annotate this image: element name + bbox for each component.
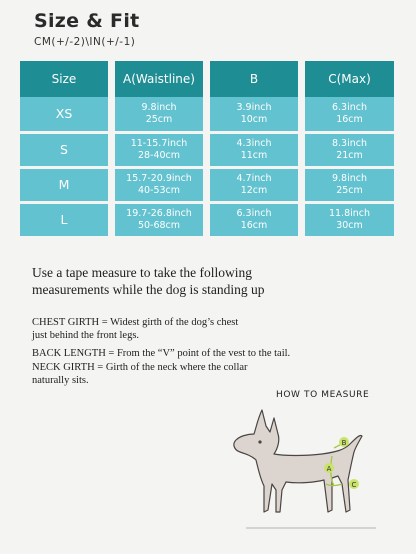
marker-a-label: A <box>326 465 332 473</box>
size-cell-xs <box>20 97 108 131</box>
marker-c <box>349 479 359 489</box>
size-cell-s <box>20 134 108 166</box>
inch-value: 19.7-26.8inch <box>126 208 192 220</box>
chest-girth-definition <box>32 316 332 342</box>
tolerance-note: CM(+/-2)\IN(+/-1) <box>34 36 136 48</box>
cm-value: 10cm <box>240 114 268 125</box>
header-cell-size <box>20 61 108 97</box>
definition-line: BACK LENGTH = From the “V” point of the vest to the tail. <box>32 348 291 359</box>
how-to-measure-label: HOW TO MEASURE <box>276 390 370 400</box>
intro-line: measurements while the dog is standing up <box>32 282 265 297</box>
cm-value: 50-68cm <box>137 220 181 231</box>
header-label-a: A(Waistline) <box>123 72 195 86</box>
cm-value: 16cm <box>336 114 363 125</box>
table-cell <box>305 134 394 166</box>
inch-value: 4.3inch <box>236 138 272 150</box>
inch-value: 9.8inch <box>331 173 367 185</box>
cm-value: 28-40cm <box>137 150 181 161</box>
neck-girth-definition <box>32 361 332 387</box>
size-label: M <box>58 177 70 193</box>
header-label-b: B <box>249 72 259 86</box>
definition-line: CHEST GIRTH = Widest girth of the dog’s chest <box>32 317 239 328</box>
dog-silhouette <box>234 410 362 512</box>
header-cell-c <box>305 61 394 97</box>
size-cell-m <box>20 169 108 201</box>
cm-value: 11cm <box>240 150 268 161</box>
cm-value: 25cm <box>145 114 173 125</box>
header-label-size: Size <box>51 72 77 86</box>
table-cell <box>115 97 203 131</box>
table-cell <box>210 134 298 166</box>
header-cell-b <box>210 61 298 97</box>
inch-value: 4.7inch <box>236 173 272 185</box>
marker-b-label: B <box>341 439 347 447</box>
dog-measurement-diagram <box>226 398 386 536</box>
marker-c-label: C <box>351 481 357 489</box>
table-cell <box>210 97 298 131</box>
cm-value: 21cm <box>336 150 363 161</box>
definition-line: just behind the front legs. <box>32 330 140 341</box>
inch-value: 11.8inch <box>328 208 371 220</box>
marker-b <box>339 437 349 447</box>
inch-value: 3.9inch <box>236 102 272 114</box>
dog-eye <box>258 440 261 443</box>
measure-instructions <box>32 264 392 298</box>
header-label-c: C(Max) <box>328 72 371 86</box>
size-label: XS <box>55 106 73 122</box>
size-label: L <box>60 212 68 228</box>
cm-value: 16cm <box>240 220 268 231</box>
inch-value: 6.3inch <box>236 208 272 220</box>
header-cell-a <box>115 61 203 97</box>
inch-value: 11-15.7inch <box>130 138 188 150</box>
table-cell <box>115 134 203 166</box>
inch-value: 6.3inch <box>331 102 367 114</box>
table-cell <box>305 97 394 131</box>
definition-line: NECK GIRTH = Girth of the neck where the collar <box>32 362 248 373</box>
table-cell <box>115 204 203 236</box>
table-cell <box>210 169 298 201</box>
cm-value: 30cm <box>336 220 363 231</box>
inch-value: 8.3inch <box>331 138 367 150</box>
table-cell <box>115 169 203 201</box>
cm-value: 40-53cm <box>137 185 181 196</box>
cm-value: 12cm <box>240 185 268 196</box>
size-chart-table <box>0 0 416 250</box>
back-length-definition <box>32 347 372 360</box>
size-cell-l <box>20 204 108 236</box>
table-cell <box>210 204 298 236</box>
size-label: S <box>60 142 68 158</box>
definition-line: naturally sits. <box>32 375 89 386</box>
table-cell <box>305 169 394 201</box>
inch-value: 9.8inch <box>141 102 177 114</box>
cm-value: 25cm <box>336 185 363 196</box>
intro-line: Use a tape measure to take the following <box>32 265 253 280</box>
marker-a <box>324 463 334 473</box>
page-title: Size & Fit <box>34 10 140 32</box>
inch-value: 15.7-20.9inch <box>126 173 192 185</box>
table-cell <box>305 204 394 236</box>
